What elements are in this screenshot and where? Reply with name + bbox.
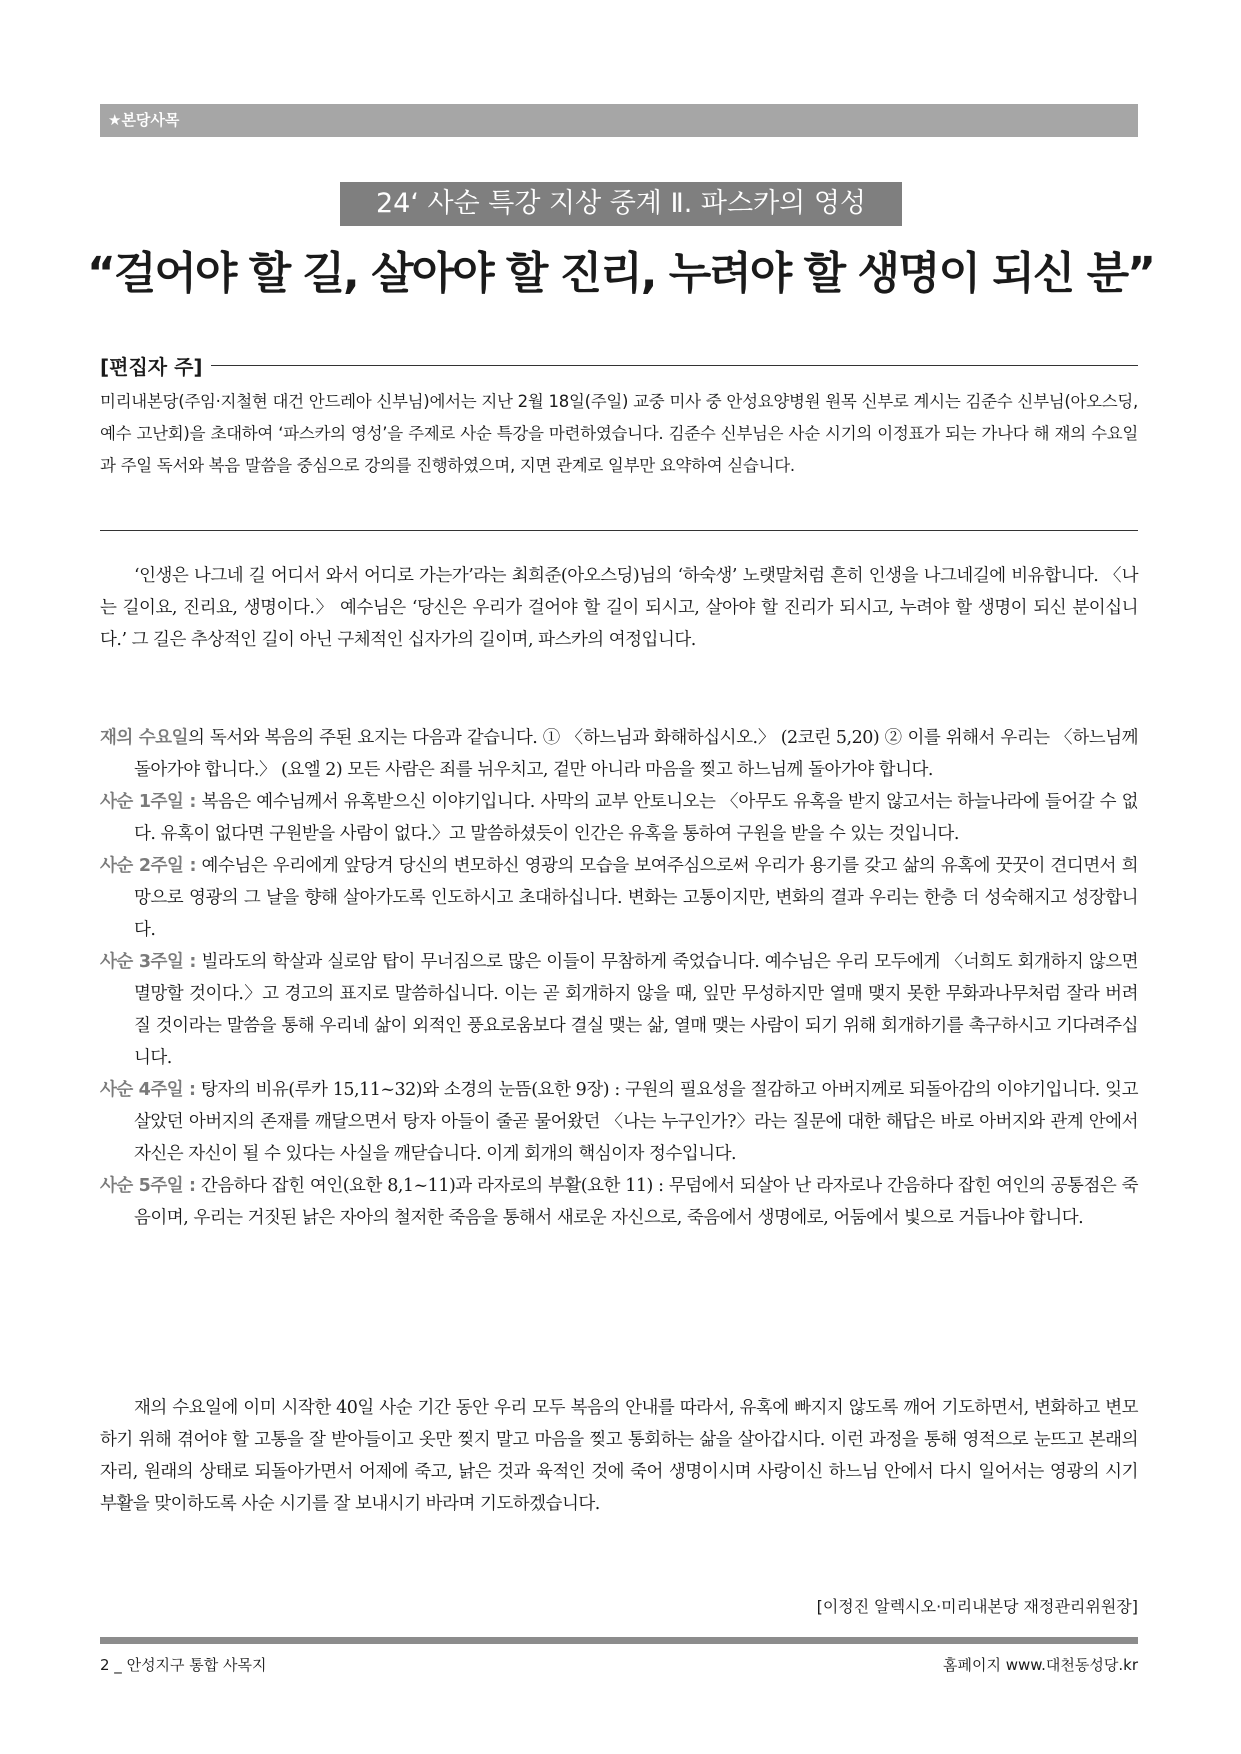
- entry-lent-week-4: [100, 1074, 1138, 1170]
- entry-label: 재의 수요일: [100, 728, 188, 748]
- editor-note-text: 미리내본당(주임·지철현 대건 안드레아 신부님)에서는 지난 2월 18일(주일) 교중 미사 중 안성요양병원 원목 신부로 계시는 김준수 신부님(아오스딩, 예수 고난회)을 초대하여 ‘파스카의 영성’을 주제로 사순 특강을 마련하였습니다. 김준수 신부님은 사순 시기의 이정표가 되는 가나다 해 재의 수요일과 주일 독서와 복음 말씀을 중심으로 강의를 진행하였으며, 지면 관계로 일부만 요약하여 싣습니다.: [100, 392, 1138, 475]
- entry-ash-wednesday: [100, 722, 1138, 786]
- entry-label: 사순 5주일 :: [100, 1176, 196, 1196]
- section-label: ★본당사목: [108, 111, 180, 129]
- editor-note-header: [100, 350, 1138, 380]
- editor-note-rule: [211, 365, 1138, 366]
- entry-lent-week-1: [100, 786, 1138, 850]
- entry-label: 사순 1주일 :: [100, 792, 196, 812]
- article-subtitle: 24‘ 사순 특강 지상 중계 Ⅱ. 파스카의 영성: [340, 182, 902, 226]
- section-label-bar: [100, 104, 1138, 137]
- entry-lent-week-3: [100, 946, 1138, 1074]
- entry-text: 빌라도의 학살과 실로암 탑이 무너짐으로 많은 이들이 무참하게 죽었습니다. 예수님은 우리 모두에게 〈너희도 회개하지 않으면 멸망할 것이다.〉고 경고의 표지로 말씀하십니다. 이는 곧 회개하지 않을 때, 잎만 무성하지만 열매 맺지 못한 무화과나무처럼 잘라 버려질 것이라는 말씀을 통해 우리네 삶이 외적인 풍요로움보다 결실 맺는 삶, 열매 맺는 사람이 되기 위해 회개하기를 촉구하시고 기다려주십니다.: [134, 952, 1139, 1068]
- article-title: “걸어야 할 길, 살아야 할 진리, 누려야 할 생명이 되신 분”: [86, 248, 1155, 299]
- footer-page-info: 2 _ 안성지구 통합 사목지: [100, 1656, 267, 1674]
- divider: [100, 530, 1138, 531]
- entry-text: 복음은 예수님께서 유혹받으신 이야기입니다. 사막의 교부 안토니오는 〈아무도 유혹을 받지 않고서는 하늘나라에 들어갈 수 없다. 유혹이 없다면 구원받을 사람이 없다.〉고 말씀하셨듯이 인간은 유혹을 통하여 구원을 받을 수 있는 것입니다.: [134, 792, 1139, 844]
- footer-homepage: 홈페이지 www.대천동성당.kr: [943, 1656, 1138, 1674]
- intro-paragraph: ‘인생은 나그네 길 어디서 와서 어디로 가는가’라는 최희준(아오스딩)님의 ‘하숙생’ 노랫말처럼 흔히 인생을 나그네길에 비유합니다. 〈나는 길이요, 진리요, 생명이다.〉 예수님은 ‘당신은 우리가 걸어야 할 길이 되시고, 살아야 할 진리가 되시고, 누려야 할 생명이 되신 분이십니다.’ 그 길은 추상적인 길이 아닌 구체적인 십자가의 길이며, 파스카의 여정입니다.: [100, 566, 1138, 650]
- closing-paragraph: 재의 수요일에 이미 시작한 40일 사순 기간 동안 우리 모두 복음의 안내를 따라서, 유혹에 빠지지 않도록 깨어 기도하면서, 변화하고 변모하기 위해 겪어야 할 고통을 잘 받아들이고 옷만 찢지 말고 마음을 찢고 통회하는 삶을 살아갑시다. 이런 과정을 통해 영적으로 눈뜨고 본래의 자리, 원래의 상태로 되돌아가면서 어제에 죽고, 낡은 것과 육적인 것에 죽어 생명이시며 사랑이신 하느님 안에서 다시 일어서는 영광의 시기 부활을 맞이하도록 사순 시기를 잘 보내시기 바라며 기도하겠습니다.: [100, 1398, 1138, 1514]
- entry-label: 사순 2주일 :: [100, 856, 196, 876]
- entry-text: 탕자의 비유(루카 15,11~32)와 소경의 눈뜸(요한 9장) : 구원의 필요성을 절감하고 아버지께로 되돌아감의 이야기입니다. 잊고 살았던 아버지의 존재를 깨달으면서 탕자 아들이 줄곧 물어왔던 〈나는 누구인가?〉라는 질문에 대한 해답은 바로 아버지와 관계 안에서 자신은 자신이 될 수 있다는 사실을 깨닫습니다. 이게 회개의 핵심이자 정수입니다.: [134, 1080, 1138, 1164]
- entry-label: 사순 4주일 :: [100, 1080, 196, 1100]
- entry-text: 예수님은 우리에게 앞당겨 당신의 변모하신 영광의 모습을 보여주심으로써 우리가 용기를 갖고 삶의 유혹에 꿋꿋이 견디면서 희망으로 영광의 그 날을 향해 살아가도록 인도하시고 초대하십니다. 변화는 고통이지만, 변화의 결과 우리는 한층 더 성숙해지고 성장합니다.: [134, 856, 1139, 940]
- entry-label: 사순 3주일 :: [100, 952, 196, 972]
- sunday-entries: [100, 722, 1138, 1234]
- entry-text: 간음하다 잡힌 여인(요한 8,1~11)과 라자로의 부활(요한 11) : 무덤에서 되살아 난 라자로나 간음하다 잡힌 여인의 공통점은 죽음이며, 우리는 거짓된 낡은 자아의 철저한 죽음을 통해서 새로운 자신으로, 죽음에서 생명에로, 어둠에서 빛으로 거듭나야 합니다.: [134, 1176, 1138, 1228]
- footer-rule: [100, 1637, 1138, 1644]
- entry-lent-week-2: [100, 850, 1138, 946]
- entry-lent-week-5: [100, 1170, 1138, 1234]
- author-signature: [이정진 알렉시오·미리내본당 재정관리위원장]: [816, 1597, 1138, 1616]
- entry-text: 의 독서와 복음의 주된 요지는 다음과 같습니다. ① 〈하느님과 화해하십시오.〉 (2코린 5,20) ② 이를 위해서 우리는 〈하느님께 돌아가야 합니다.〉 (요엘 2) 모든 사람은 죄를 뉘우치고, 겉만 아니라 마음을 찢고 하느님께 돌아가야 합니다.: [134, 728, 1138, 780]
- editor-note-label: [편집자 주]: [100, 354, 203, 379]
